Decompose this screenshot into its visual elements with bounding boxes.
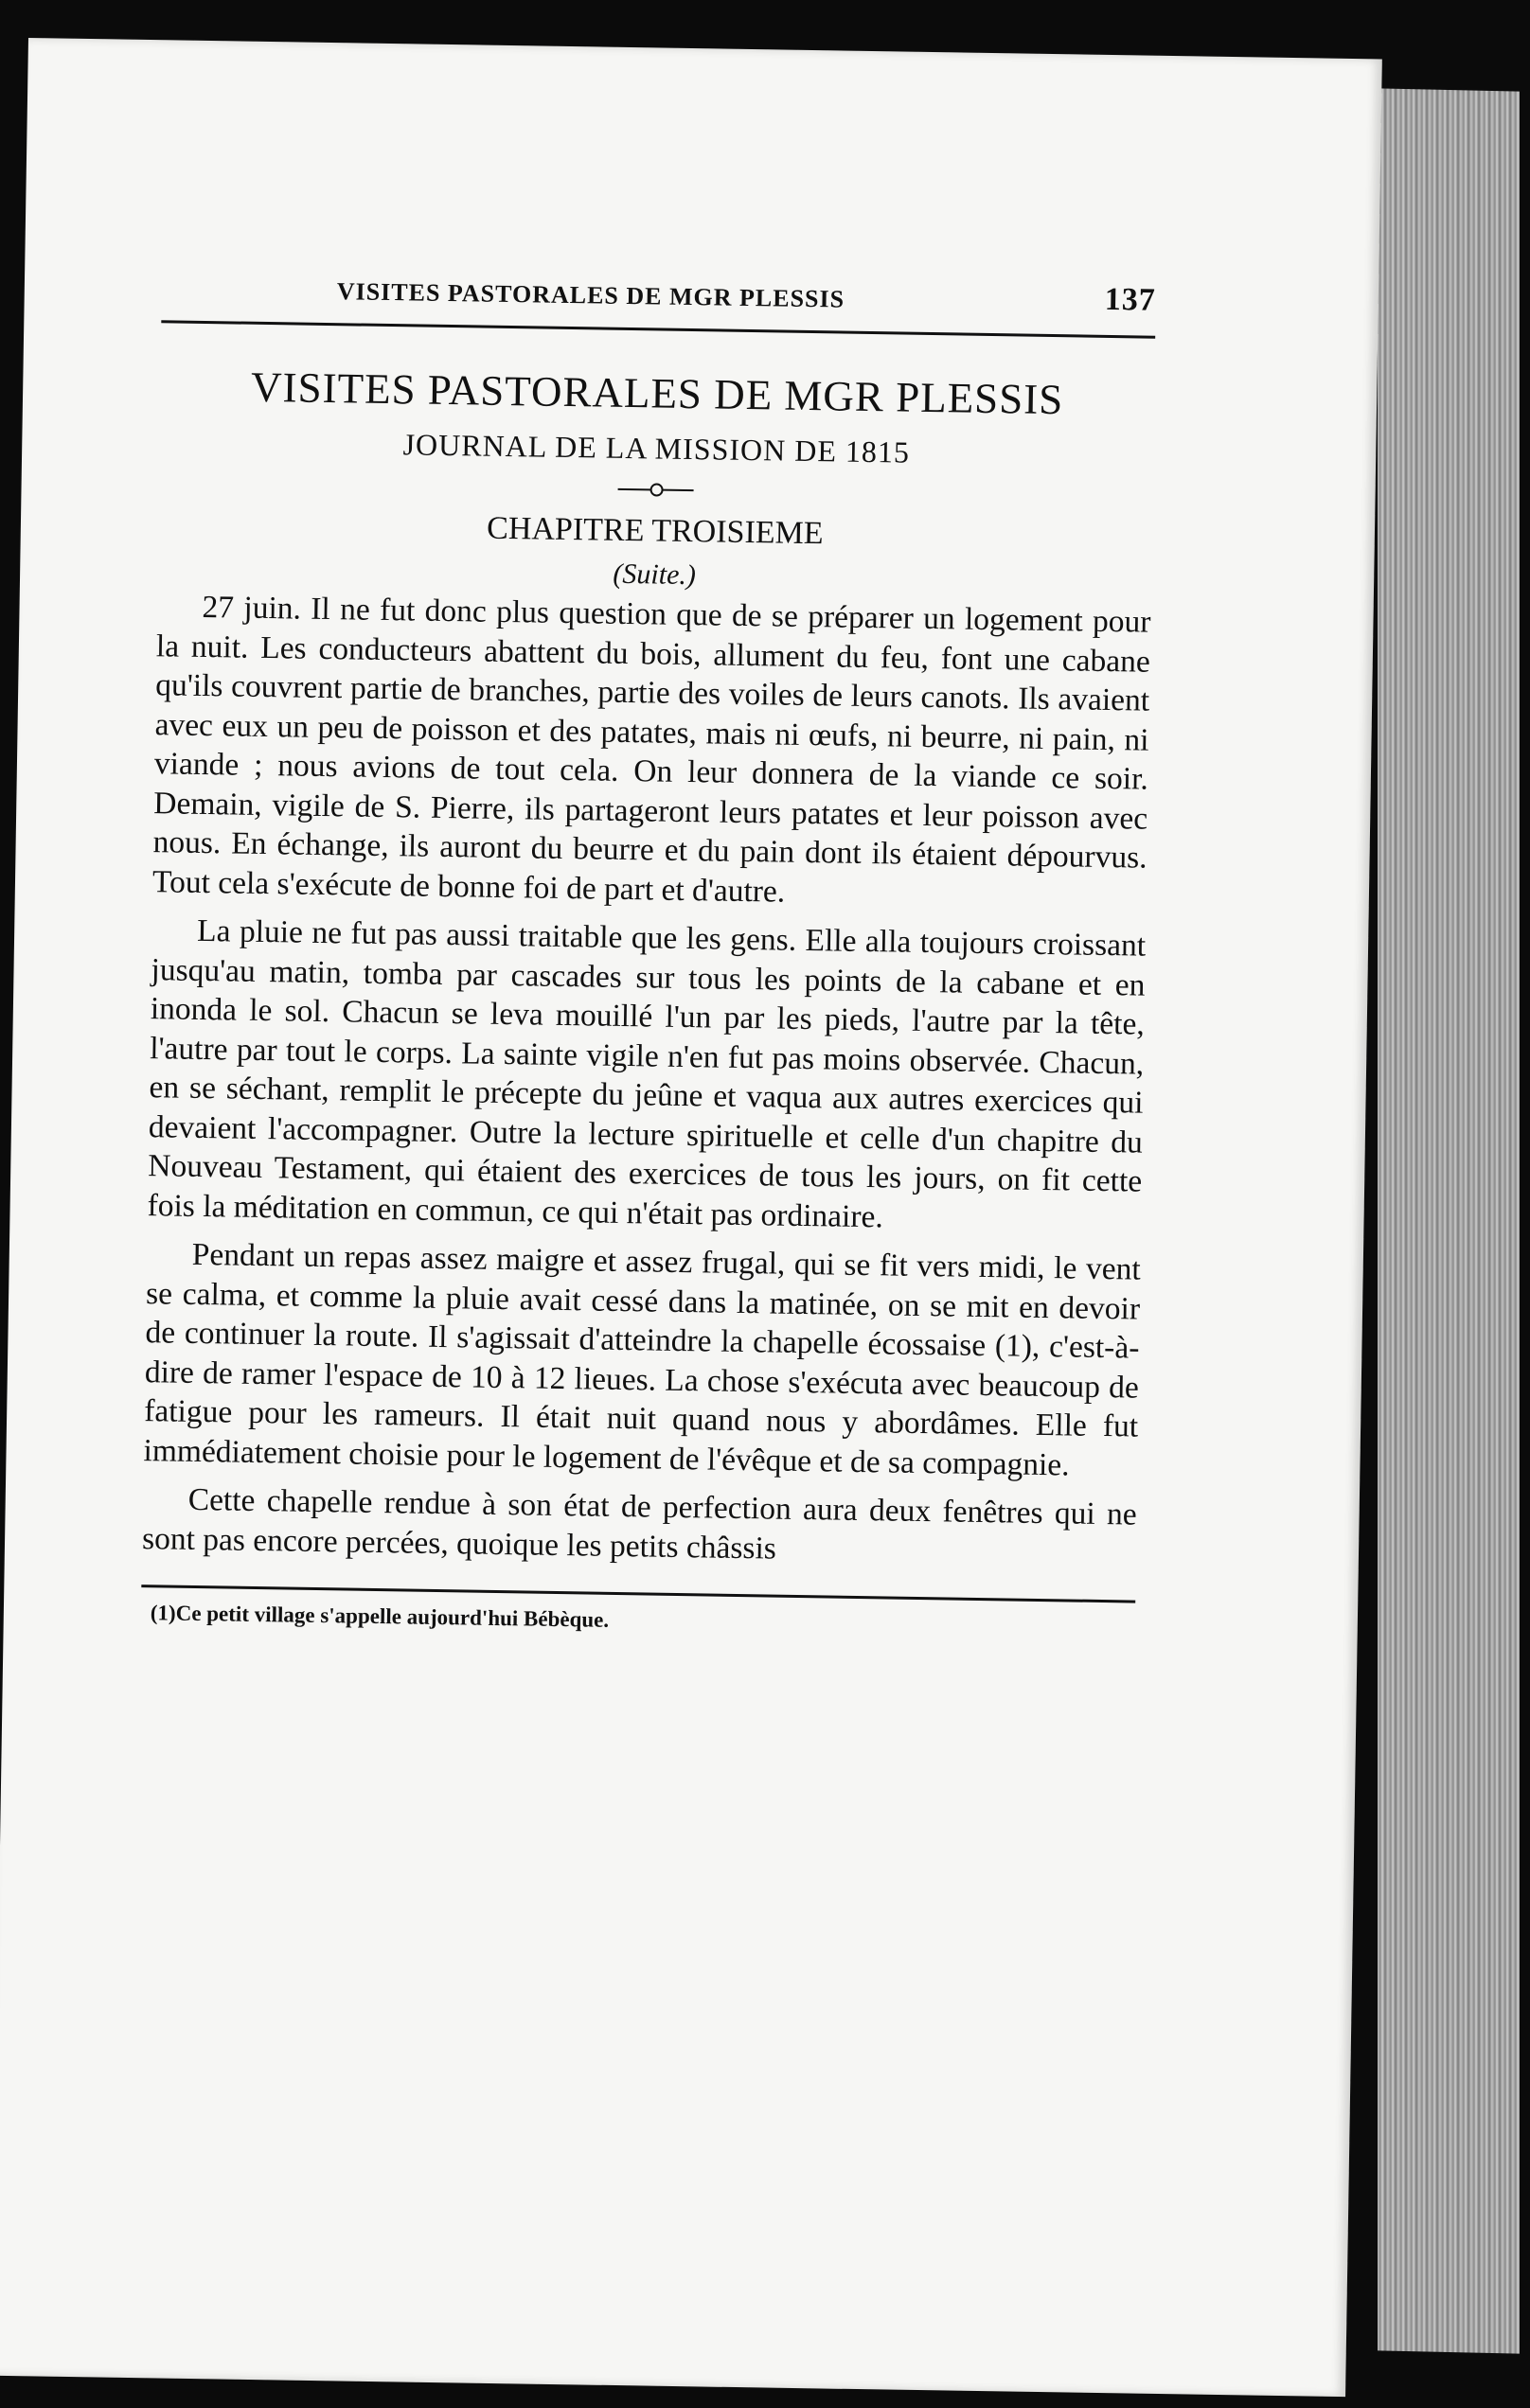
page-content [141, 267, 1156, 1640]
footnote-rule [141, 1585, 1135, 1602]
body-paragraph: 27 juin. Il ne fut donc plus question que de se préparer un logement pour la nuit. Les conducteurs abattent du bois, allument du feu, font une cabane qu'ils couvrent partie de branches, partie des voiles de leurs canots. Ils avaient avec eux un peu de poisson et des patates, mais ni œufs, ni beurre, ni pain, ni viande ; nous avions de tout cela. On leur donnera de la viande ce soir. Demain, vigile de S. Pierre, ils partageront leurs patates et leur poisson avec nous. En échange, ils auront du beurre et du pain dont ils étaient dépourvus. Tout cela s'exécute de bonne foi de part et d'autre. [151, 589, 1151, 910]
book-page [0, 38, 1382, 2397]
body-paragraph: Pendant un repas assez maigre et assez frugal, qui se fit vers midi, le vent se calma, et comme la pluie avait cessé dans la matinée, on se mit en devoir de continuer la route. Il s'agissait d'atteindre la chapelle écossaise (1), c'est-à-dire de ramer l'espace de 10 à 12 lieues. La chose s'exécuta avec beaucoup de fatigue pour les rameurs. Il était nuit quand nous y abordâmes. Elle fut immédiatement choisie pour le logement de l'évêque et de sa compagnie. [143, 1236, 1141, 1482]
ornament-divider [617, 483, 693, 497]
subtitle: JOURNAL DE LA MISSION DE 1815 [402, 427, 911, 469]
body-paragraph: La pluie ne fut pas aussi traitable que les gens. Elle alla toujours croissant jusqu'au matin, tomba par cascades sur tous les points de la cabane et en inonda le sol. Chacun se leva mouillé l'un par les pieds, l'autre par la tête, l'autre par tout le corps. La sainte vigile n'en fut pas moins observée. Chacun, en se séchant, remplit le précepte du jeûne et vaqua aux autres exercices qui devaient l'accompagner. Outre la lecture spirituelle et celle d'un chapitre du Nouveau Testament, qui étaient des exercices de tous les jours, on fit cette fois la méditation en commun, ce qui n'était pas ordinaire. [147, 912, 1147, 1234]
book-page-edges [1378, 88, 1520, 2353]
running-header [161, 267, 1156, 329]
main-title: VISITES PASTORALES DE MGR PLESSIS [250, 363, 1064, 424]
body-paragraph: Cette chapelle rendue à son état de perfection aura deux fenêtres qui ne sont pas encore percées, quoique les petits châssis [141, 1481, 1137, 1567]
footnote: (1)Ce petit village s'appelle aujourd'hui Bébèque. [150, 1601, 610, 1632]
running-title: VISITES PASTORALES DE MGR PLESSIS [336, 277, 845, 313]
chapter-heading: CHAPITRE TROISIEME [486, 510, 824, 552]
chapter-continued-note: (Suite.) [613, 558, 697, 592]
page-number: 137 [1104, 281, 1157, 318]
